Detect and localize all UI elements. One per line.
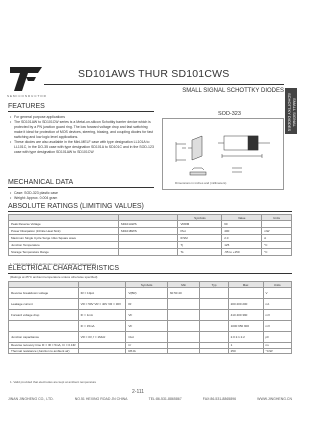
table-cell: 60 50 40 <box>167 288 199 299</box>
table-cell: VF <box>126 321 168 332</box>
table-cell: 125 <box>222 242 262 249</box>
table-cell: 2.0 2.1 2.2 <box>228 332 263 343</box>
table-cell: 1 <box>228 343 263 349</box>
table-cell: V(BR) <box>126 288 168 299</box>
table-cell: SD101BWS <box>118 228 178 235</box>
table-row <box>9 235 292 242</box>
table-cell: nA <box>263 299 291 310</box>
electrical-table <box>8 281 292 354</box>
table-row <box>9 221 292 228</box>
table-cell: IR = 10μA <box>78 288 126 299</box>
table-cell <box>167 348 199 354</box>
brand-name: SEMICONDUCTOR <box>7 94 47 98</box>
section-divider <box>8 111 154 112</box>
table-row <box>9 321 292 332</box>
table-cell: Ptot <box>178 228 222 235</box>
table-cell: 1000 950 900 <box>228 321 263 332</box>
table-row <box>9 249 292 256</box>
table-cell: pF <box>263 332 291 343</box>
column-header: Units <box>263 282 291 288</box>
table-cell: Power Dissipation (Infinite Heat Sink) <box>9 228 119 235</box>
table-row <box>9 228 292 235</box>
table-cell <box>167 332 199 343</box>
table-cell: IF = 1mA <box>78 310 126 321</box>
table-cell <box>118 235 178 242</box>
footer-address: NO.51 HEXING ROAD JN CHINA <box>74 397 128 401</box>
table-cell: V <box>263 288 291 299</box>
table-cell <box>200 348 228 354</box>
table-cell <box>200 299 228 310</box>
table-cell: Maximum Single Cycle Surge 10us Square wave <box>9 235 119 242</box>
page-subtitle: SMALL SIGNAL SCHOTTKY DIODES <box>182 88 284 94</box>
table-cell: ns <box>263 343 291 349</box>
footer-fax: FAX:86-531-8865896 <box>202 397 237 401</box>
table-row <box>9 242 292 249</box>
electrical-heading: ELECTRICAL CHARACTERISTICS <box>8 265 119 272</box>
table-cell: VF <box>126 310 168 321</box>
table-cell <box>200 310 228 321</box>
table-cell: 400 <box>222 228 262 235</box>
table-cell: Tj <box>178 242 222 249</box>
abs-ratings-table <box>8 214 292 256</box>
table-cell: Thermal resistance (Junction to ambient air) <box>9 348 79 354</box>
page-title: SD101AWS THUR SD101CWS <box>78 68 230 80</box>
table-row <box>9 288 292 299</box>
table-cell: 2.0 <box>222 235 262 242</box>
features-list <box>10 115 155 155</box>
table-cell <box>200 332 228 343</box>
list-item: • Weight: Approx. 0.004 gram <box>10 196 58 201</box>
table-cell: mW <box>262 228 292 235</box>
table-cell <box>167 310 199 321</box>
table-cell: °C/W <box>263 348 291 354</box>
table-cell: Ts <box>178 249 222 256</box>
table-cell: IR <box>126 299 168 310</box>
mechanical-list <box>10 191 58 201</box>
footer <box>8 397 292 401</box>
table-cell <box>228 288 263 299</box>
table-cell: Junction capacitance <box>9 332 79 343</box>
table-cell <box>167 299 199 310</box>
features-heading: FEATURES <box>8 103 45 110</box>
table-cell: Ctot <box>126 332 168 343</box>
table-cell: VR = 50V VR = 40V VR = 30V <box>78 299 126 310</box>
column-header: Typ <box>200 282 228 288</box>
table-cell: Peak Reverse Voltage <box>9 221 119 228</box>
column-header: Value <box>222 215 262 221</box>
table-cell: 250 <box>228 348 263 354</box>
table-cell: 60 <box>222 221 262 228</box>
company-logo-icon <box>8 65 44 93</box>
abs-footnote: 1. Valid provided that electrodes are kept at ambient temperature <box>10 262 97 266</box>
table-cell <box>167 321 199 332</box>
footer-company: JINAN JINGHENG CO., LTD. <box>8 397 54 401</box>
table-cell: Forward voltage drop <box>9 310 79 321</box>
table-cell: °C <box>262 249 292 256</box>
table-cell: A <box>262 235 292 242</box>
table-row <box>9 348 292 354</box>
section-divider <box>8 273 292 274</box>
abs-ratings-heading: ABSOLUTE RATINGS (LIMITING VALUES) <box>8 203 144 210</box>
table-cell: IF = 15mA <box>78 321 126 332</box>
table-cell <box>200 321 228 332</box>
table-cell: VR = 0V, f = 1MHz <box>78 332 126 343</box>
section-divider <box>8 187 154 188</box>
table-cell: 200 200 200 <box>228 299 263 310</box>
electrical-conditions: (Ratings at 25°C ambient temperature unless otherwise specified) <box>10 275 98 279</box>
list-item: • Case: SOD-323 plastic case <box>10 191 58 196</box>
table-cell <box>9 321 79 332</box>
column-header: Symbols <box>178 215 222 221</box>
table-cell <box>118 242 178 249</box>
table-cell: RθJA <box>126 348 168 354</box>
table-cell: IFSM <box>178 235 222 242</box>
list-item: • These diodes are also available in the Mini-MELF case with type designation LL101A to LL101C, in the DO-35 case with type designation SD101A to SD101C and in the SOD-123 case with type designation SD101AW to SD101CW <box>10 140 155 155</box>
package-outline-diagram <box>162 118 284 190</box>
column-header: Units <box>262 215 292 221</box>
title-rule <box>44 84 284 85</box>
table-cell: -55 to +150 <box>222 249 262 256</box>
dimension-note: Dimensions in inches and (millimeters) <box>175 181 227 185</box>
side-tab: SMALL SIGNAL SCHOTTKY DIODES <box>285 88 297 134</box>
table-cell: trr <box>126 343 168 349</box>
table-row <box>9 332 292 343</box>
table-cell: Leakage current <box>9 299 79 310</box>
table-cell: Storage Temperature Range <box>9 249 119 256</box>
table-cell: Reverse recovery time IF = IR = 5mA, Irr = 0.1IR <box>9 343 79 349</box>
table-cell: mV <box>263 321 291 332</box>
table-cell: Junction Temperature <box>9 242 119 249</box>
electrical-footnote: 1. Valid provided that electrodes are kept at ambient temperature <box>10 380 97 384</box>
list-item: • The SD101AW to SD101CW series is a Metal-on-silicon Schottky barrier device which is protected by a PN junction guard ring. The low forward voltage drop and fast switching make it ideal for protection of MOS devices, steering, biasing, and coupling diodes for fast switching and low logic level applications. <box>10 120 155 140</box>
page-number: 2-111 <box>132 389 145 395</box>
column-header: Min <box>167 282 199 288</box>
table-cell: 410 400 390 <box>228 310 263 321</box>
column-header: Symbols <box>126 282 168 288</box>
table-row <box>9 299 292 310</box>
package-label: SOD-323 <box>218 111 241 117</box>
table-cell: VRRM <box>178 221 222 228</box>
table-cell <box>78 348 126 354</box>
table-cell <box>262 221 292 228</box>
table-row <box>9 310 292 321</box>
mechanical-heading: MECHANICAL DATA <box>8 179 74 186</box>
table-cell <box>200 288 228 299</box>
table-cell: Reverse breakdown voltage <box>9 288 79 299</box>
footer-web: WWW.JINGHENG.CN <box>257 397 292 401</box>
section-divider <box>8 211 292 212</box>
footer-tel: TEL:86-531-8865867 <box>148 397 182 401</box>
table-cell: °C <box>262 242 292 249</box>
list-item: • For general purpose applications <box>10 115 155 120</box>
table-cell: SD101AWS <box>118 221 178 228</box>
column-header: Max <box>228 282 263 288</box>
table-cell: mV <box>263 310 291 321</box>
table-cell <box>118 249 178 256</box>
